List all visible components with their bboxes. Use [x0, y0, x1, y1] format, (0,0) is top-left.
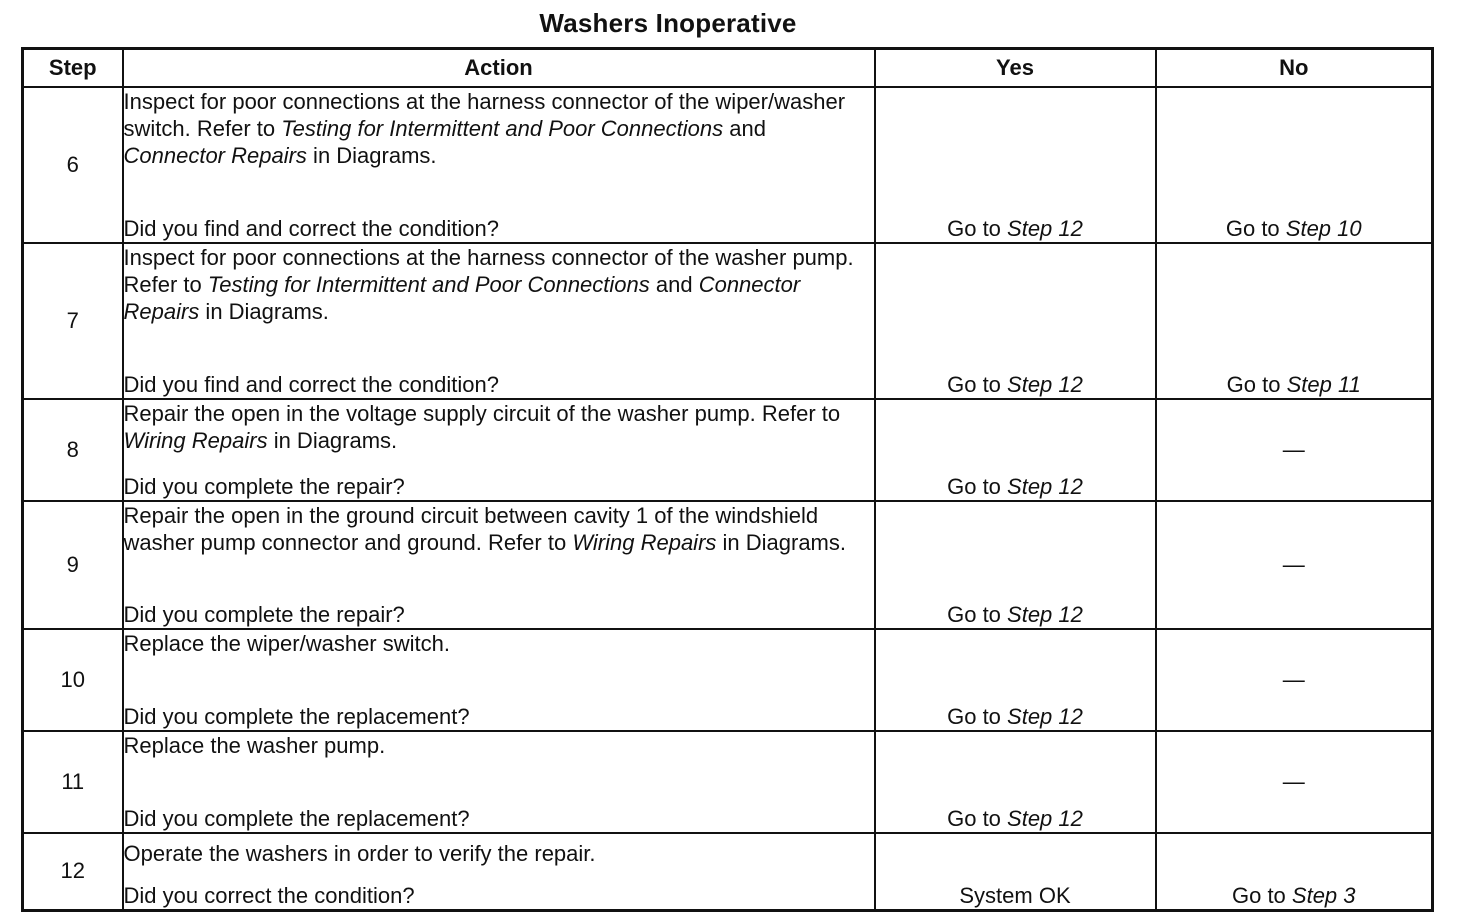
yes-cell [875, 731, 1156, 833]
no-cell: — [1156, 629, 1433, 731]
action-question: Did you find and correct the condition? [123, 372, 499, 397]
desc-text: and [649, 272, 699, 297]
table-row [23, 87, 1433, 243]
yes-prefix: Go to [947, 806, 1008, 831]
desc-text: in Diagrams. [716, 530, 846, 555]
header-step: Step [23, 49, 123, 88]
action-description [124, 88, 874, 169]
action-question: Did you find and correct the condition? [123, 216, 499, 241]
desc-text: Operate the washers in order to verify the repair. [123, 841, 596, 866]
yes-prefix: Go to [947, 216, 1008, 241]
desc-text: Inspect for poor connections at the harness connector of the wiper/washer switch. Refer to [123, 89, 846, 141]
table-row [23, 731, 1433, 833]
action-cell [123, 833, 875, 910]
desc-text: and [723, 116, 766, 141]
desc-text: Replace the washer pump. [123, 733, 386, 758]
action-description [124, 732, 874, 759]
yes-step-ref: Step 12 [1007, 704, 1083, 729]
action-description [124, 244, 874, 325]
yes-step-ref: Step 12 [1007, 216, 1083, 241]
step-number: 7 [23, 243, 123, 399]
yes-prefix: Go to [947, 372, 1008, 397]
action-description [124, 400, 874, 454]
no-step-ref: Step 3 [1291, 882, 1356, 908]
yes-cell [875, 501, 1156, 629]
action-description [124, 502, 874, 556]
action-question: Did you complete the repair? [123, 602, 405, 627]
yes-step-ref: Step 12 [1007, 806, 1083, 831]
yes-cell: System OK [875, 833, 1156, 910]
no-prefix: Go to [1226, 372, 1287, 397]
action-question: Did you complete the repair? [123, 474, 405, 499]
doc-reference: Connector Repairs [123, 272, 801, 324]
no-cell: — [1156, 731, 1433, 833]
yes-prefix: Go to [947, 602, 1008, 627]
no-prefix: Go to [1231, 882, 1292, 908]
yes-prefix: Go to [947, 474, 1008, 499]
desc-text: in Diagrams. [199, 299, 329, 324]
no-cell [1156, 87, 1433, 243]
header-row [23, 49, 1433, 88]
doc-reference: Testing for Intermittent and Poor Connections [207, 272, 650, 297]
no-step-ref: Step 11 [1286, 372, 1361, 397]
desc-text: Inspect for poor connections at the harness connector of the washer pump. Refer to [123, 245, 854, 297]
yes-cell [875, 243, 1156, 399]
step-number: 11 [23, 731, 123, 833]
table-row [23, 399, 1433, 501]
table-row [23, 629, 1433, 731]
step-number: 12 [23, 833, 123, 910]
action-cell [123, 243, 875, 399]
page-title: Washers Inoperative [539, 8, 797, 38]
yes-cell [875, 629, 1156, 731]
no-cell: — [1156, 501, 1433, 629]
desc-text: Repair the open in the voltage supply circuit of the washer pump. Refer to [123, 401, 841, 426]
desc-text: in Diagrams. [306, 143, 437, 168]
step-number: 6 [23, 87, 123, 243]
no-cell: — [1156, 399, 1433, 501]
yes-cell [875, 399, 1156, 501]
action-question: Did you correct the condition? [123, 882, 415, 908]
table-row [23, 833, 1433, 910]
action-cell [123, 629, 875, 731]
header-action: Action [123, 49, 875, 88]
no-cell [1156, 243, 1433, 399]
action-description [124, 630, 874, 657]
table-row [23, 501, 1433, 629]
action-question: Did you complete the replacement? [123, 704, 470, 729]
doc-reference: Connector Repairs [123, 143, 307, 168]
yes-prefix: Go to [947, 704, 1008, 729]
step-number: 10 [23, 629, 123, 731]
action-question: Did you complete the replacement? [123, 806, 470, 831]
no-cell [1156, 833, 1433, 910]
doc-reference: Wiring Repairs [572, 530, 717, 555]
step-number: 8 [23, 399, 123, 501]
no-step-ref: Step 10 [1285, 216, 1362, 241]
desc-text: Replace the wiper/washer switch. [123, 631, 450, 656]
action-cell [123, 731, 875, 833]
action-cell [123, 501, 875, 629]
action-cell [123, 87, 875, 243]
action-description [124, 840, 874, 867]
diagnostic-table [21, 47, 1434, 912]
doc-reference: Testing for Intermittent and Poor Connections [281, 116, 724, 141]
action-cell [123, 399, 875, 501]
table-row [23, 243, 1433, 399]
doc-reference: Wiring Repairs [123, 428, 268, 453]
no-prefix: Go to [1225, 216, 1286, 241]
step-number: 9 [23, 501, 123, 629]
desc-text: in Diagrams. [267, 428, 398, 453]
header-yes: Yes [875, 49, 1156, 88]
yes-cell [875, 87, 1156, 243]
desc-text: Repair the open in the ground circuit between cavity 1 of the windshield washer pump connector and ground. Refer to [123, 503, 819, 555]
yes-step-ref: Step 12 [1007, 602, 1083, 627]
yes-step-ref: Step 12 [1007, 474, 1083, 499]
header-no: No [1156, 49, 1433, 88]
yes-step-ref: Step 12 [1007, 372, 1083, 397]
